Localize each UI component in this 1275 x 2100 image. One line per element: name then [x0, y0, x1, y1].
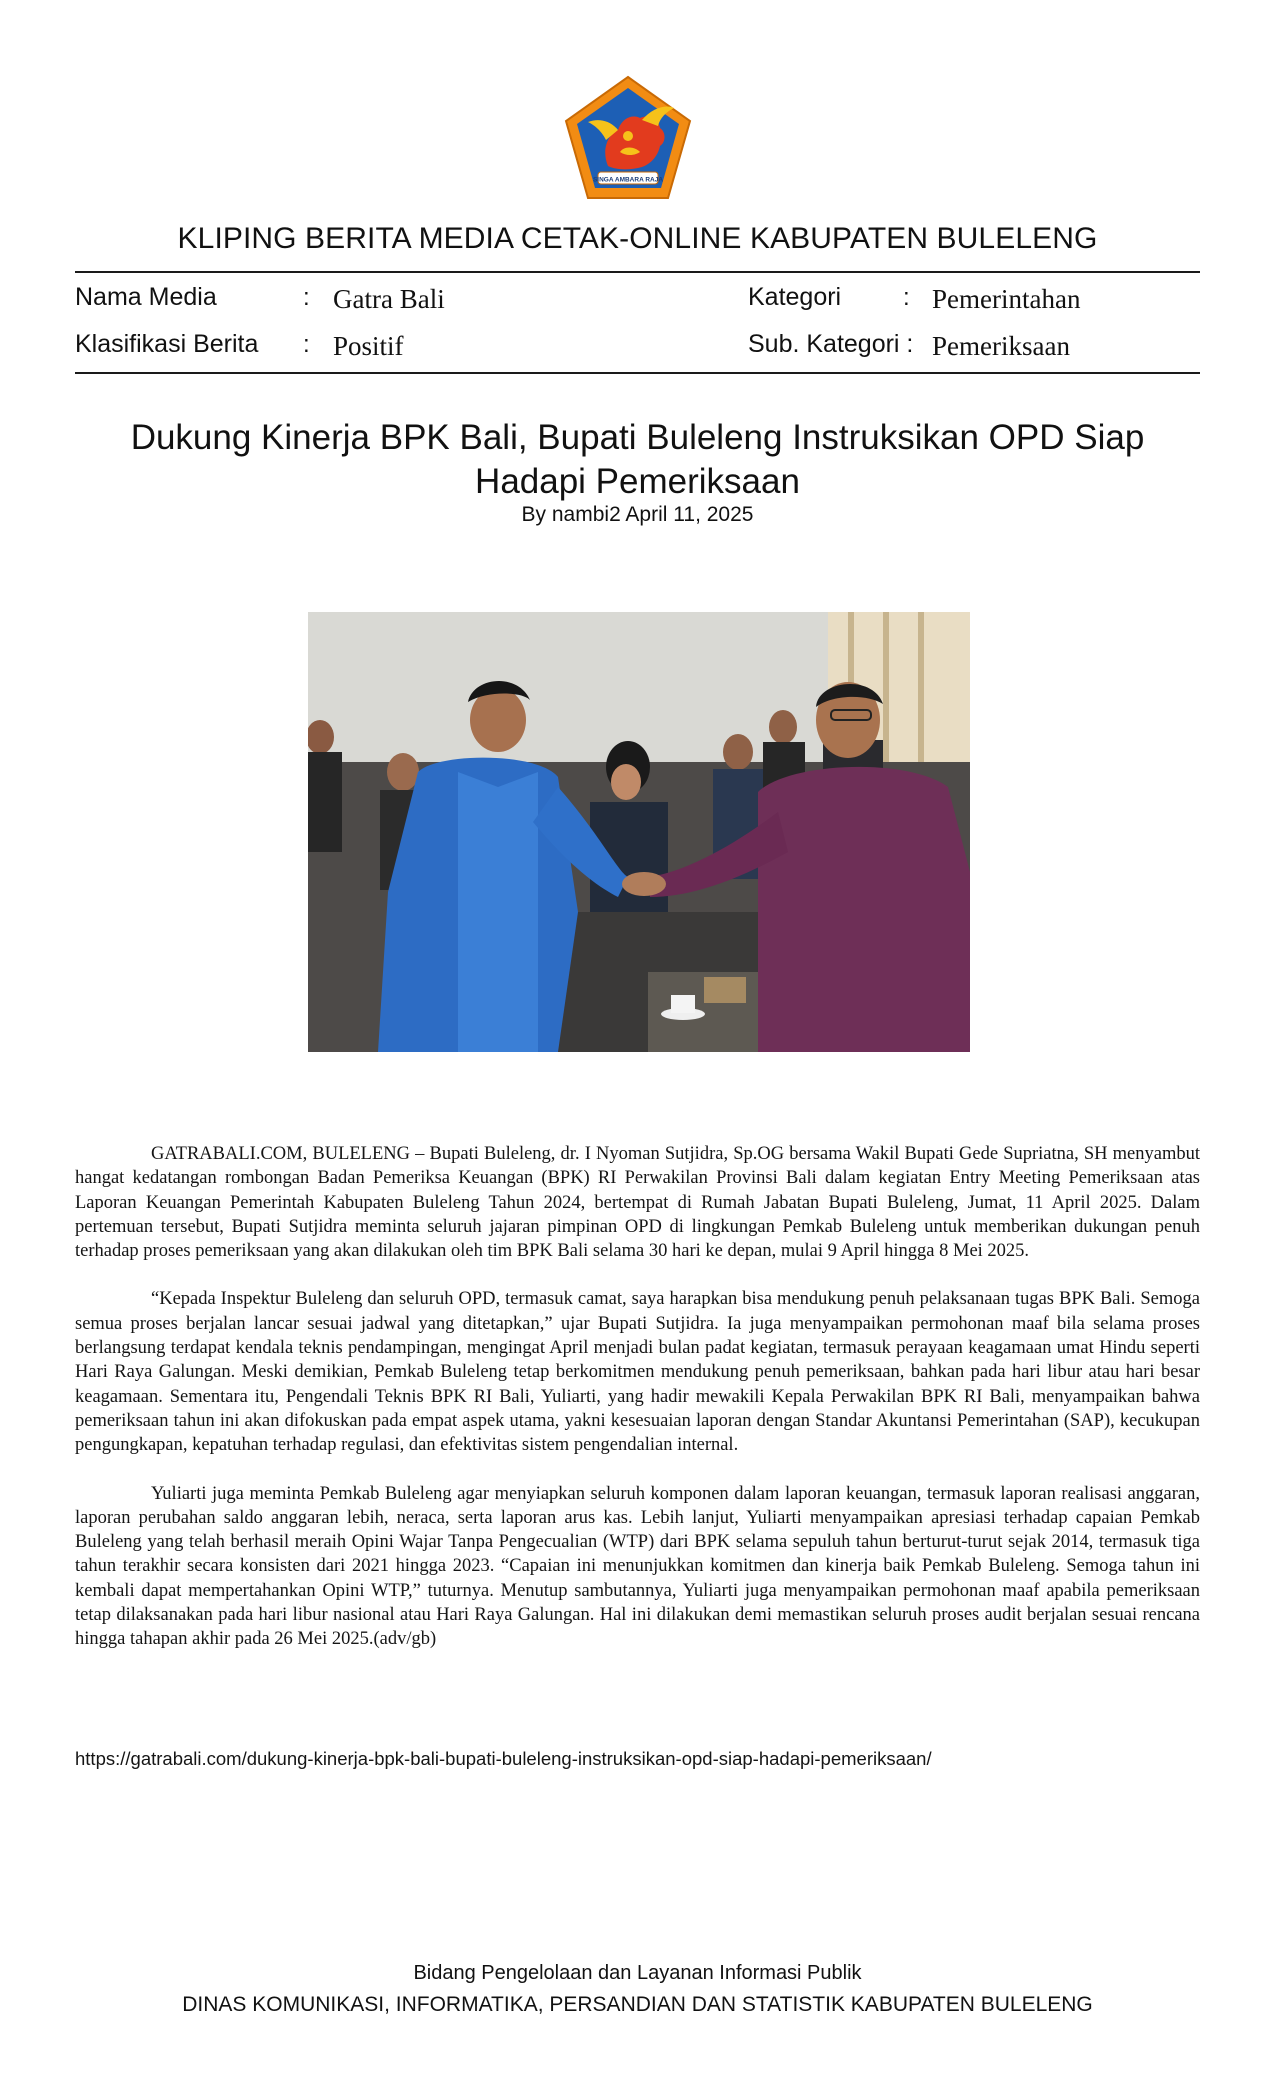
- subkategori-value: Pemeriksaan: [932, 331, 1070, 361]
- article-paragraph: “Kepada Inspektur Buleleng dan seluruh OPD, termasuk camat, saya harapkan bisa mendukung penuh pelaksanaan tugas BPK Bali. Semoga semua proses berjalan lancar sesuai jadwal yang ditetapkan,” ujar Bupati Sutjidra. Ia juga menyampaikan permohonan maaf bila selama proses berlangsung terdapat kendala teknis pendampingan, mengingat April menjadi bulan padat kegiatan, termasuk perayaan keagamaan umat Hindu seperti Hari Raya Galungan. Meski demikian, Pemkab Buleleng tetap berkomitmen mendukung penuh pemeriksaan, bahkan pada hari libur atau hari besar keagamaan. Sementara itu, Pengendali Teknis BPK RI Bali, Yuliarti, yang hadir mewakili Kepala Perwakilan BPK RI Bali, menyampaikan bahwa pemeriksaan tahun ini akan difokuskan pada empat aspek utama, yakni kesesuaian laporan dengan Standar Akuntansi Pemerintahan (SAP), kecukupan pengungkapan, kepatuhan terhadap regulasi, dan efektivitas sistem pengendalian internal.: [75, 1289, 1200, 1456]
- article-paragraph: Yuliarti juga meminta Pemkab Buleleng agar menyiapkan seluruh komponen dalam laporan keuangan, termasuk laporan realisasi anggaran, laporan perubahan saldo anggaran lebih, neraca, serta laporan arus kas. Lebih lanjut, Yuliarti menyampaikan apresiasi terhadap capaian Pemkab Buleleng yang telah berhasil meraih Opini Wajar Tanpa Pengecualian (WTP) dari BPK selama sepuluh tahun berturut-turut sejak 2014, termasuk tiga tahun terakhir secara konsisten dari 2021 hingga 2023. “Capaian ini menunjukkan komitmen dan kinerja baik Pemkab Buleleng. Semoga tahun ini kembali dapat mempertahankan Opini WTP,” tuturnya. Menutup sambutannya, Yuliarti juga menyampaikan permohonan maaf apabila pemeriksaan tetap dilaksanakan pada hari libur nasional atau Hari Raya Galungan. Hal ini dilakukan demi memastikan seluruh proses audit berjalan sesuai rencana hingga tahapan akhir pada 26 Mei 2025.(adv/gb): [75, 1483, 1200, 1650]
- media-colon: :: [303, 284, 310, 311]
- article-title: Dukung Kinerja BPK Bali, Bupati Buleleng Instruksikan OPD Siap Hadapi Pemeriksaan: [130, 418, 1145, 501]
- article-body: [75, 1142, 1200, 1676]
- article-paragraph: GATRABALI.COM, BULELENG – Bupati Buleleng, dr. I Nyoman Sutjidra, Sp.OG bersama Wakil Bupati Gede Supriatna, SH menyambut hangat kedatangan rombongan Badan Pemeriksa Keuangan (BPK) RI Perwakilan Provinsi Bali dalam kegiatan Entry Meeting Pemeriksaan atas Laporan Keuangan Pemerintah Kabupaten Buleleng Tahun 2024, bertempat di Rumah Jabatan Bupati Buleleng, Jumat, 11 April 2025. Dalam pertemuan tersebut, Bupati Sutjidra meminta seluruh jajaran pimpinan OPD di lingkungan Pemkab Buleleng untuk memberikan dukungan penuh terhadap proses pemeriksaan yang akan dilakukan oleh tim BPK Bali selama 30 hari ke depan, mulai 9 April hingga 8 Mei 2025.: [75, 1144, 1200, 1262]
- source-link[interactable]: https://gatrabali.com/dukung-kinerja-bpk-bali-bupati-buleleng-instruksikan-opd-siap-hadapi-pemeriksaan/: [75, 1748, 932, 1769]
- article-byline: By nambi2 April 11, 2025: [521, 503, 754, 526]
- klasifikasi-label: Klasifikasi Berita: [75, 330, 259, 358]
- media-label: Nama Media: [75, 283, 217, 311]
- subkategori-label: Sub. Kategori :: [748, 330, 914, 358]
- pemkab-buleleng-emblem-icon: [562, 74, 694, 202]
- kategori-colon: :: [903, 284, 910, 311]
- kategori-value: Pemerintahan: [932, 284, 1081, 314]
- klasifikasi-value: Positif: [333, 331, 404, 361]
- page-title: KLIPING BERITA MEDIA CETAK-ONLINE KABUPATEN BULELENG: [177, 222, 1098, 255]
- footer-department: Bidang Pengelolaan dan Layanan Informasi Publik: [413, 1962, 862, 1984]
- divider-bottom: [75, 372, 1200, 374]
- svg-text:SINGA AMBARA RAJA: SINGA AMBARA RAJA: [592, 176, 664, 184]
- kategori-label: Kategori: [748, 283, 842, 311]
- media-value: Gatra Bali: [333, 284, 445, 314]
- divider-top: [75, 271, 1200, 273]
- footer-agency: DINAS KOMUNIKASI, INFORMATIKA, PERSANDIAN DAN STATISTIK KABUPATEN BULELENG: [182, 1993, 1093, 2016]
- handshake-photo: [308, 612, 970, 1052]
- klasifikasi-colon: :: [303, 331, 310, 358]
